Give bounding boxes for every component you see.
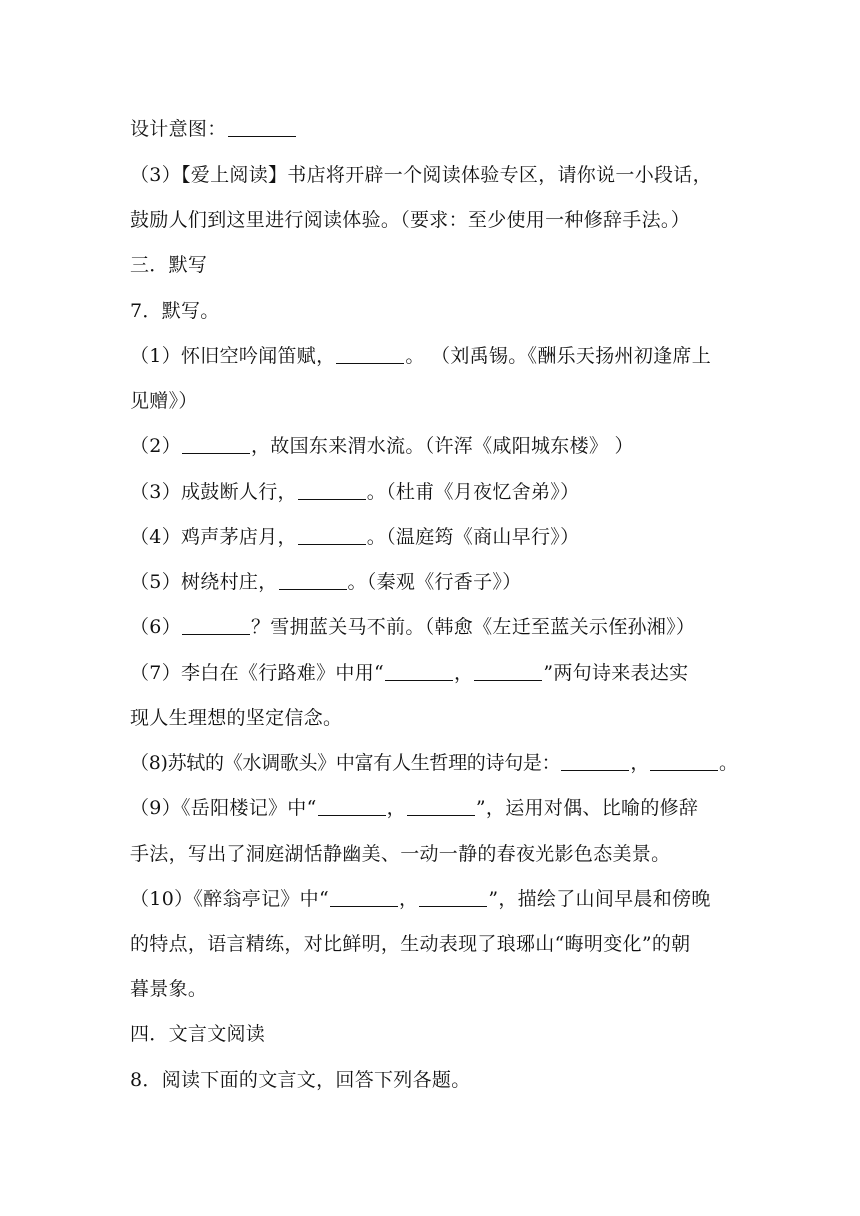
section-heading-dictation [130,253,740,277]
text: ，故国东来渭水流。（许浑《咸阳城东楼》 ） [251,435,634,457]
text: （6） [130,616,181,638]
question-7-title [130,299,740,323]
answer-blank[interactable] [330,888,398,907]
text: 。（秦观《行香子》） [347,571,522,593]
answer-blank[interactable] [385,662,453,681]
text: 暮景象。 [130,978,208,1000]
text: 。（温庭筠《商山早行》） [366,526,580,548]
text: ？雪拥蓝关马不前。（韩愈《左迁至蓝关示侄孙湘》） [251,616,696,638]
answer-blank[interactable] [318,797,386,816]
dictation-item-2 [130,434,740,458]
text: 的特点，语言精练，对比鲜明，生动表现了琅琊山“晦明变化”的朝 [130,933,691,955]
text: ”两句诗来表达实 [543,662,689,684]
dictation-item-1 [130,344,740,368]
dictation-item-3 [130,480,740,504]
question-8-title [130,1068,740,1092]
answer-blank[interactable] [182,435,250,454]
dictation-item-9-cont [130,842,740,866]
answer-blank[interactable] [298,481,366,500]
text: （3）成鼓断人行， [130,481,297,503]
text: 。 [719,752,738,774]
text: 四．文言文阅读 [130,1023,266,1045]
text: （5）树绕村庄， [130,571,278,593]
text: 手法，写出了洞庭湖恬静幽美、一动一静的春夜光影色态美景。 [130,843,671,865]
text: （1）怀旧空吟闻笛赋， [130,345,336,367]
text: （3）【爱上阅读】书店将开辟一个阅读体验专区，请你说一小段话， [130,164,712,186]
text: 。（杜甫《月夜忆舍弟》） [366,481,580,503]
dictation-item-9 [130,796,740,820]
text: ， [386,797,406,819]
dictation-item-1-cont [130,389,740,413]
text: ， [454,662,474,684]
text: 。 （刘禹锡。《酬乐天扬州初逢席上 [405,345,712,367]
answer-blank[interactable] [407,797,475,816]
answer-blank[interactable] [336,345,404,364]
text: ， [399,888,419,910]
text: 8．阅读下面的文言文，回答下列各题。 [130,1069,471,1091]
text: （4）鸡声茅店月， [130,526,297,548]
dictation-item-8 [130,751,740,775]
answer-blank[interactable] [561,752,629,771]
dictation-item-10-cont-1 [130,932,740,956]
answer-blank[interactable] [298,526,366,545]
answer-blank[interactable] [650,752,718,771]
text: （2） [130,435,181,457]
text: 设计意图： [130,118,227,140]
text: ， [630,752,650,774]
answer-blank[interactable] [279,571,347,590]
question-3-line-2 [130,208,740,232]
dictation-item-7-cont [130,706,740,730]
answer-blank[interactable] [419,888,487,907]
text: 鼓励人们到这里进行阅读体验。（要求：至少使用一种修辞手法。） [130,209,691,231]
dictation-item-5 [130,570,740,594]
text: 三．默写 [130,254,208,276]
question-3-line-1 [130,163,740,187]
answer-blank[interactable] [228,118,296,137]
answer-blank[interactable] [474,662,542,681]
dictation-item-10-cont-2 [130,977,740,1001]
design-intent-line [130,117,740,141]
dictation-item-4 [130,525,740,549]
dictation-item-7 [130,661,740,685]
text: 7．默写。 [130,300,220,322]
text: ”，运用对偶、比喻的修辞 [475,797,699,819]
text: 见赠》） [130,390,198,412]
section-heading-classical-reading [130,1022,740,1046]
answer-blank[interactable] [182,616,250,635]
text: ”，描绘了山间早晨和傍晚 [488,888,711,910]
text: （8)苏轼的《水调歌头》中富有人生哲理的诗句是： [130,752,561,774]
text: 现人生理想的坚定信念。 [130,707,343,729]
text: （9）《岳阳楼记》中“ [130,797,317,819]
text: （7）李白在《行路难》中用“ [130,662,385,684]
dictation-item-6 [130,615,740,639]
text: （10）《醉翁亭记》中“ [130,888,329,910]
dictation-item-10 [130,887,740,911]
